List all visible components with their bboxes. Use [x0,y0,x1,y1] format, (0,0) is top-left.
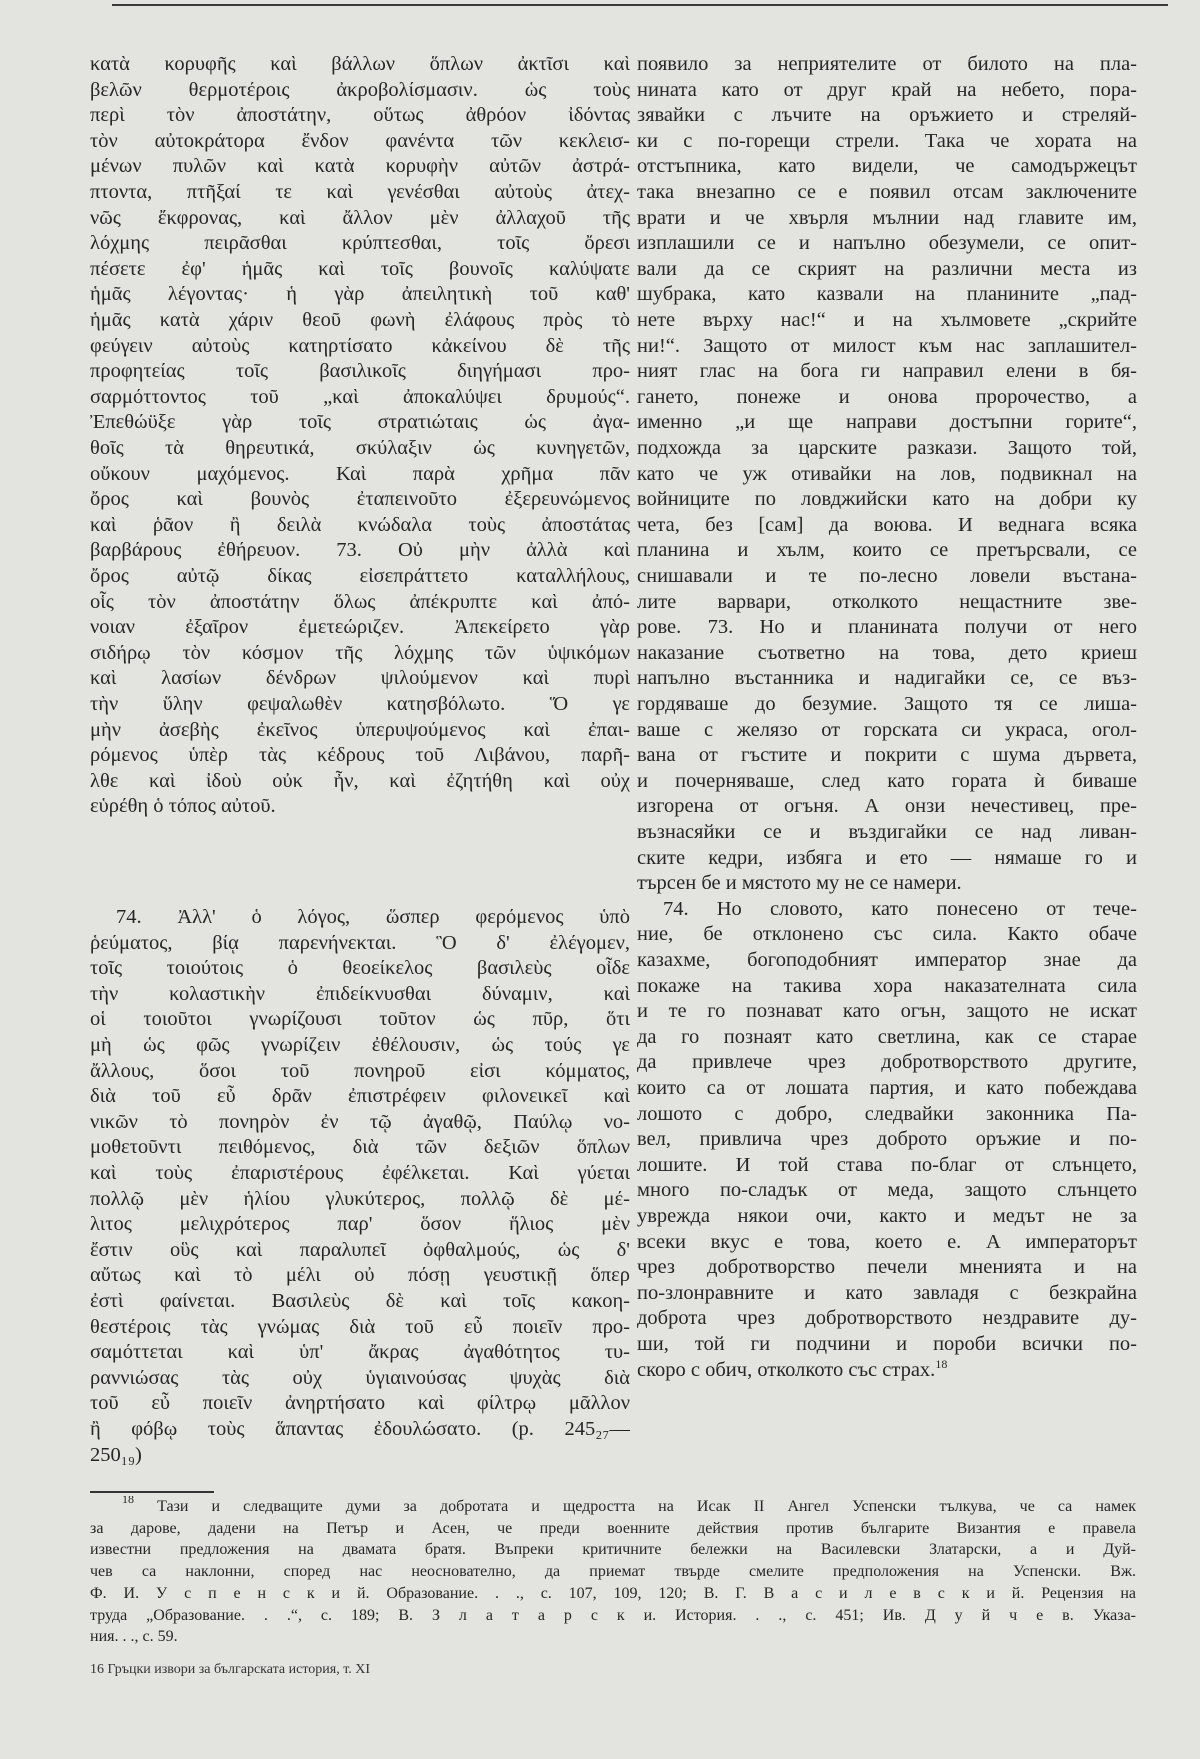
translation-line: ските кедри, избяга и ето — нямаше го и [637,846,1137,869]
greek-text-line: 74. Ἀλλ' ὁ λόγος, ὥσπερ φερόμενος ὑπὸ [116,906,630,928]
greek-text-line: ἐστὶ φαίνεται. Βασιλεὺς δὲ καὶ τοῖς κακοη- [90,1290,630,1312]
greek-text-line: λθε καὶ ἰδοὺ οὐκ ἦν, καὶ ἐζητήθη καὶ οὐχ [90,769,630,792]
translation-line: лошото с добро, следвайки законника Па- [637,1102,1137,1125]
greek-text-line: φεύγειν αὐτοὺς κατηρτίσατο κἀκείνου δὲ τῆς [90,334,630,357]
greek-text-line: καὶ τοὺς ἐπαριστέρους ἐφέλκεται. Καὶ γύεται [90,1162,630,1184]
translation-line: ние, бе отклонено със сила. Както обаче [637,923,1137,946]
translation-line: по-злонравните и като завладя с безкрайна [637,1281,1137,1304]
greek-text-line: μὴν ἀσεβὴς ἐκεῖνος ὑπερυψούμενος καὶ ἐπαι- [90,718,630,741]
greek-text-line: καὶ ῥᾶον ἢ δειλὰ κνώδαλα τοὺς ἀποστάτας [90,513,630,536]
translation-last-line: скоро с обич, отколкото със страх. [637,1358,936,1381]
greek-text-line: περὶ τὸν ἀποστάτην, οὕτως ἀθρόον ἰδόντας [90,104,630,127]
greek-text-line: λόχμης πειρᾶσθαι κρύπτεσθαι, τοῖς ὄρεσι [90,232,630,255]
translation-line: нете върху нас!“ и на хълмовете „скрийте [637,309,1137,331]
translation-line: ваше с желязо от горската си украса, огол- [637,718,1137,741]
translation-line: гането, понеже и онова пророчество, а [637,385,1137,408]
greek-text-line: τοῖς τοιούτοις ὁ θεοείκελος βασιλεὺς οἶδε [90,957,630,980]
translation-line: възнасяйки се и въздигайки се над ливан- [637,821,1137,843]
greek-text-line: τὸν αὐτοκράτορα ἔνδον φανέντα τῶν κεκλεισ- [90,129,630,152]
translation-line: 74. Но словото, като понесено от тече- [663,897,1137,920]
greek-text-line: θοῖς τὰ θηρευτικά, σκύλαξιν ὡς κυνηγετῶν, [90,437,630,459]
translation-line: снишавали и те по-лесно ловели въстана- [637,565,1137,587]
greek-text-line: βαρβάρους ἐθήρευον. 73. Οὐ μὴν ἀλλὰ καὶ [90,539,630,562]
translation-line: чрез добротворство печели мненията и на [637,1256,1137,1279]
greek-text-line: πέσετε ἐφ' ἡμᾶς καὶ τοῖς βουνοῖς καλύψατε [90,257,630,280]
translation-line: вана от гъстите и покрити с шума дървета, [637,744,1137,767]
translation-line: много по-сладък от меда, защото слънцето [637,1179,1137,1202]
greek-text-line: ῥεύματος, βίᾳ παρενήνεκται. Ὃ δ' ἐλέγομεν, [90,931,630,954]
footnote-line: известни предложения на двамата братя. Въпреки критичните бележки на Василевски Златарски, а и Дуй- [90,1541,1136,1559]
translation-line: войниците по ловджийски като на добри ку [637,488,1137,511]
footnote-marker: 18 [122,1496,134,1506]
translation-line: отстъпника, като видели, че самодържецът [637,155,1137,178]
greek-text-line: οἷς τὸν ἀποστάτην ὅλως ἀπέκρυπτε καὶ ἀπό- [90,590,630,613]
greek-text-line: καὶ λασίων δένδρων ψιλούμενον καὶ πυρὶ [90,667,630,690]
greek-text-line: ρόμενος ὑπὲρ τὰς κέδρους τοῦ Λιβάνου, παρῆ- [90,744,630,767]
greek-text-line: οὔκουν μαχόμενος. Καὶ παρὰ χρῆμα πᾶν [90,462,630,485]
footnote-line: чев са наклонни, според нас неоснователно, да приемат твърде смелите предположения на Успенски. Вж. [90,1563,1136,1581]
translation-line: ни!“. Защото от милост към нас заплашител- [637,334,1137,357]
translation-line: ши, той ги подчини и пороби всички по- [637,1333,1137,1355]
translation-line: да привлече чрез добротворството другите, [637,1051,1137,1074]
translation-line: планина и хълм, които се претърсвали, се [637,539,1137,562]
translation-line: лите варвари, отколкото нещастните зве- [637,590,1137,613]
translation-line: изгорена от огъня. А онзи нечестивец, пре- [637,795,1137,818]
greek-text-line: μένων πυλῶν καὶ κατὰ κορυφὴν αὐτῶν ἀστρά- [90,155,630,178]
greek-text-line: τοῦ εὖ ποιεῖν ἀνηρτήσατο καὶ φίλτρῳ μᾶλλον [90,1392,630,1415]
translation-line: гордяваше до безумие. Защото тя се лиша- [637,693,1137,715]
greek-text-line: 250₁₉) [90,1443,142,1466]
greek-text-line: ἢ φόβῳ τοὺς ἅπαντας ἐδουλώσατο. (p. 245₂₇— [90,1418,630,1440]
translation-line: казахме, богоподобният император знае да [637,949,1137,971]
translation-line: зявайки с лъчите на оръжието и стреляй- [637,104,1137,127]
greek-text-line: προφητείας τοῖς βασιλικοῖς διηγήμασι προ- [90,360,630,383]
greek-text-line: οἱ τοιοῦτοι γνωρίζουσι τοῦτον ὡς πῦρ, ὅτι [90,1008,630,1031]
greek-text-line: εὑρέθη ὁ τόπος αὐτοῦ. [90,795,276,818]
translation-line: нината като от друг край на небето, пора- [637,78,1137,101]
greek-text-line: ὄρος αὐτῷ δίκας εἰσεπράττετο καταλλήλους, [90,565,630,587]
greek-text-line: ἡμᾶς κατὰ χάριν θεοῦ φωνὴ ἐλάφους πρὸς τὸ [90,309,630,331]
translation-line: уврежда някои очи, както и медът не за [637,1205,1137,1227]
translation-line: напълно въстанника и надигайки се, се въз- [637,667,1137,690]
page-signature: 16 Гръцки извори за българската история, т. XI [90,1662,371,1677]
greek-text-line: πτοντα, πτῆξαί τε καὶ γενέσθαι αὐτοὺς ἀτεχ- [90,181,630,203]
greek-text-line: τὴν κολαστικὴν ἐπιδείκνυσθαι δύναμιν, καὶ [90,982,630,1005]
footnote-rule [90,1491,214,1493]
translation-line: покаже на такива хора наказателната сила [637,974,1137,997]
greek-text-line: ὄρος καὶ βουνὸς ἐταπεινοῦτο ἐξερευνώμενος [90,488,630,511]
header-rule [112,4,1168,6]
translation-line: търсен бе и мястото му не се намери. [637,872,962,895]
footnote-first-line: Тази и следващите думи за добротата и щедростта на Исак II Ангел Успенски тълкува, че са намек [157,1498,1136,1515]
footnote-line: труда „Образование. . .“, с. 189; В. З л а т а р с к и. История. . ., с. 451; Ив. Д у й ч е в. Указа- [90,1606,1136,1624]
footnote-line [90,1496,1136,1518]
footnote-line: Ф. И. У с п е н с к и й. Образование. . ., с. 107, 109, 120; В. Г. В а с и л е в с к и й. Рецензия на [90,1584,1136,1602]
translation-line: и почерняваше, след като гората ѝ биваше [637,769,1137,792]
translation-line: лошите. И той става по-благ от слънцето, [637,1153,1137,1176]
footnote-reference[interactable]: 18 [935,1357,948,1371]
translation-line: като че уж отивайки на лов, подвикнал на [637,462,1137,485]
greek-text-line: πολλῷ μὲν ἡλίου γλυκύτερος, πολλῷ δὲ μέ- [90,1187,630,1210]
translation-line: изплашили се и напълно обезумели, се опит- [637,232,1137,255]
translation-line: доброта чрез добротворството нездравите ду- [637,1307,1137,1330]
greek-text-line: θεστέροις τὰς γνώμας διὰ τοῦ εὖ ποιεῖν προ- [90,1315,630,1338]
translation-line [637,1358,1137,1384]
translation-line: и те го познават като огън, защото не искат [637,1000,1137,1023]
greek-text-line: νικῶν τὸ πονηρὸν ἐν τῷ ἀγαθῷ, Παύλῳ νο- [90,1110,630,1133]
greek-text-line: μὴ ὡς φῶς γνωρίζειν ἐθέλουσιν, ὡς τούς γε [90,1034,630,1056]
translation-line: да го познаят като светлина, как се старае [637,1025,1137,1048]
greek-text-line: Ἐπεθώϋξε γὰρ τοῖς στρατιώταις ὡς ἀγα- [90,411,630,434]
greek-text-line: νῶς ἔκφρονας, καὶ ἄλλον μὲν ἀλλαχοῦ τῆς [90,206,630,229]
translation-line: така внезапно се е появил отсам заключените [637,181,1137,203]
translation-line: подхожда за царските разкази. Защото той, [637,437,1137,459]
translation-line: чета, без [сам] да воюва. И веднага всяка [637,513,1137,536]
translation-line: наказание съответно на това, дето криеш [637,641,1137,664]
greek-text-line: ἡμᾶς λέγοντας· ἡ γὰρ ἀπειλητικὴ τοῦ καθ' [90,283,630,306]
translation-line: появило за неприятелите от билото на пла- [637,53,1137,75]
greek-text-line: σιδήρῳ τὸν κόσμον τῆς λόχμης τῶν ὑψικόμων [90,641,630,664]
greek-text-line: ἔστιν οὓς καὶ παραλυπεῖ ὀφθαλμούς, ὡς δ' [90,1238,630,1261]
translation-line: които са от лошата партия, и като побеждава [637,1077,1137,1099]
translation-line: ки с по-горещи стрели. Така че хората на [637,129,1137,152]
translation-line: именно „и ще направи достъпни горите“, [637,411,1137,434]
greek-text-line: διὰ τοῦ εὖ δρᾶν ἐπιστρέφειν φιλονεικεῖ καὶ [90,1085,630,1108]
translation-line: ният глас на бога ги направил елени в бя- [637,360,1137,383]
translation-line: врати и че хвърля мълнии над главите им, [637,206,1137,229]
footnote-line: за дарове, дадени на Петър и Асен, че преди военните действия против българите Византия е правела [90,1519,1136,1537]
greek-text-line: λιτος μελιχρότερος παρ' ὅσον ἥλιος μὲν [90,1213,630,1236]
greek-text-line: μοθετοῦντι πειθόμενος, διὰ τῶν δεξιῶν ὅπλων [90,1136,630,1159]
greek-text-line: κατὰ κορυφῆς καὶ βάλλων ὅπλων ἀκτῖσι καὶ [90,53,630,75]
greek-text-line: αὔτως καὶ τὸ μέλι οὐ πόσῃ γευστικῇ ὅπερ [90,1264,630,1287]
greek-text-line: βελῶν θερμοτέροις ἀκροβολίσμασιν. ὡς τοὺς [90,78,630,101]
translation-line: рове. 73. Но и планината получи от него [637,616,1137,639]
greek-text-line: νοιαν ἐξαῖρον ἐμετεώριζεν. Ἀπεκείρετο γὰρ [90,616,630,639]
greek-text-line: ἄλλους, ὅσοι τοῦ πονηροῦ εἰσι κόμματος, [90,1059,630,1082]
greek-text-line: σαμόττεται καὶ ὑπ' ἄκρας ἀγαθότητος τυ- [90,1341,630,1364]
greek-text-line: τὴν ὕλην φεψαλωθὲν κατησβόλωτο. Ὅ γε [90,693,630,715]
translation-line: всеки вкус е това, което е. А императорът [637,1230,1137,1253]
translation-line: шубрака, като казвали на планините „пад- [637,283,1137,306]
greek-text-line: σαρμόττοντος τοῦ „καὶ ἀποκαλύψει δρυμούς“. [90,385,630,408]
greek-text-line: ραννιώσας τὰς οὐχ ὑγιαινούσας ψυχὰς διὰ [90,1366,630,1389]
footnote-line: ния. . ., с. 59. [90,1628,178,1646]
translation-line: вел, привлича чрез доброто оръжие и по- [637,1128,1137,1151]
translation-line: вали да се скрият на различни места из [637,257,1137,280]
